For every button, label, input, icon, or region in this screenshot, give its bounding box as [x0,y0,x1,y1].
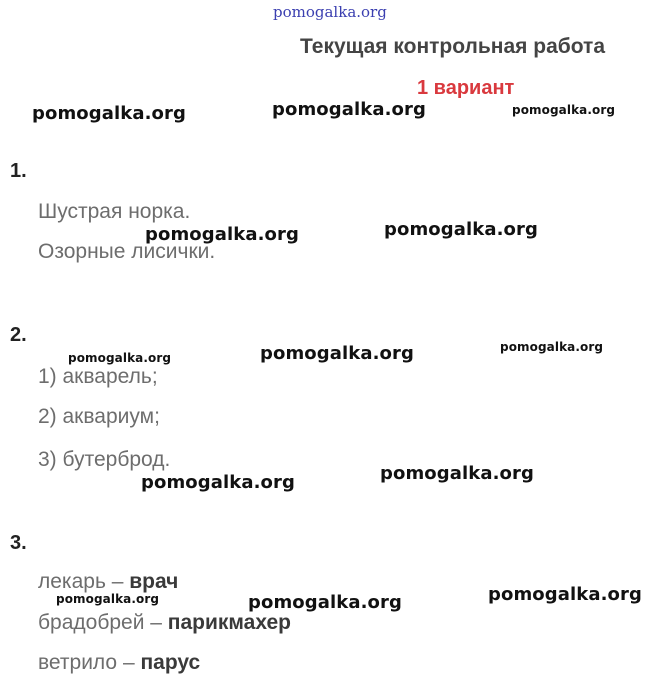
watermark: pomogalka.org [56,592,160,606]
watermark: pomogalka.org [384,219,538,240]
task-1-number: 1. [10,160,27,182]
dash: – [105,570,130,593]
page-title: Текущая контрольная работа [300,35,606,58]
watermark: pomogalka.org [260,343,414,364]
top-watermark: pomogalka.org [273,3,387,21]
task-3-pair-1 [38,570,178,594]
variant-label: 1 вариант [417,77,515,99]
task-3-answer: врач [129,570,179,593]
task-2-number: 2. [10,324,27,346]
watermark: pomogalka.org [500,340,604,354]
watermark: pomogalka.org [32,103,186,124]
task-3-pair-2 [38,611,291,635]
task-1-line-2: Озорные лисички. [38,240,216,263]
watermark: pomogalka.org [68,351,172,365]
dash: – [144,611,168,634]
task-1-line-1: Шустрая норка. [38,200,191,223]
watermark: pomogalka.org [145,224,299,245]
task-3-number: 3. [10,532,27,554]
task-2-item-2: 2) аквариум; [38,405,160,428]
watermark: pomogalka.org [380,463,534,484]
watermark: pomogalka.org [248,592,402,613]
task-3-pair-3 [38,651,200,675]
task-2-item-1: 1) акварель; [38,365,158,388]
watermark: pomogalka.org [512,103,616,117]
watermark: pomogalka.org [272,99,426,120]
task-3-answer: парикмахер [167,611,292,634]
task-3-word: брадобрей [38,611,145,634]
watermark: pomogalka.org [141,472,295,493]
task-3-word: лекарь [38,570,106,593]
watermark: pomogalka.org [488,584,642,605]
dash: – [117,651,141,674]
task-3-answer: парус [140,651,201,674]
task-2-item-3: 3) бутерброд. [38,448,171,471]
task-3-word: ветрило [38,651,118,674]
